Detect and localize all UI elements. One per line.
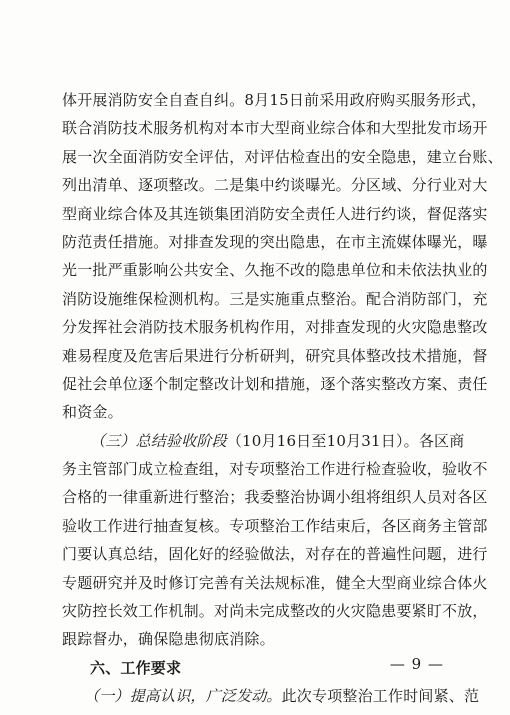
- paragraph-line: 体开展消防安全自查自纠。8月15日前采用政府购买服务形式，: [62, 91, 487, 109]
- paragraph-line: 型商业综合体及其连锁集团消防安全责任人进行约谈，督促落实: [62, 204, 488, 223]
- paragraph-line: 专题研究并及时修订完善有关法规标准，健全大型商业综合体火: [62, 573, 488, 592]
- paragraph-line: 难易程度及危害后果进行分析研判，研究具体整改技术措施，督: [62, 346, 488, 365]
- paragraph-line: 验收工作进行抽查复核。专项整治工作结束后，各区商务主管部: [62, 516, 488, 535]
- paragraph-line: 光一批严重影响公共安全、久拖不改的隐患单位和未依法执业的: [62, 261, 488, 280]
- paragraph-line: 灾防控长效工作机制。对尚未完成整改的火灾隐患要紧盯不放，: [62, 602, 488, 621]
- paragraph-line: 跟踪督办，确保隐患彻底消除。: [62, 630, 275, 649]
- paragraph-line: 务主管部门成立检查组，对专项整治工作进行检查验收，验收不: [62, 460, 488, 479]
- paragraph-line: 防范责任措施。对排查发现的突出隐患，在市主流媒体曝光，曝: [62, 232, 488, 251]
- paragraph-line: 促社会单位逐个制定整改计划和措施，逐个落实整改方案、责任: [62, 374, 488, 393]
- section6-heading: 六、工作要求: [90, 658, 182, 677]
- section3-first-rest: （10月16日至10月31日）。各区商: [226, 431, 465, 450]
- section3-heading: （三）总结验收阶段: [90, 431, 227, 450]
- paragraph-line: 联合消防技术服务机构对本市大型商业综合体和大型批发市场开: [62, 119, 488, 138]
- section3-first-line: [62, 427, 465, 455]
- section6-sub1-line: [62, 682, 480, 710]
- section6-sub1-rest: 此次专项整治工作时间紧、范: [281, 687, 480, 706]
- paragraph-line: 分发挥社会消防技术服务机构作用，对排查发现的火灾隐患整改: [62, 318, 488, 337]
- paragraph-line: 合格的一律重新进行整治；我委整治协调小组将组织人员对各区: [62, 488, 488, 507]
- document-body: [62, 86, 503, 711]
- page-number: — 9 —: [389, 655, 444, 673]
- paragraph-line: 列出清单、逐项整改。二是集中约谈曝光。分区域、分行业对大: [62, 176, 488, 195]
- paragraph-line: 消防设施维保检测机构。三是实施重点整治。配合消防部门，充: [62, 289, 488, 308]
- paragraph-line: 和资金。: [62, 403, 123, 422]
- paragraph-line: 展一次全面消防安全评估，对评估检查出的安全隐患，建立台账、: [62, 147, 503, 166]
- paragraph-line: 门要认真总结，固化好的经验做法，对存在的普遍性问题，进行: [62, 545, 488, 564]
- section6-sub1-heading: （一）提高认识，广泛发动。: [84, 687, 282, 706]
